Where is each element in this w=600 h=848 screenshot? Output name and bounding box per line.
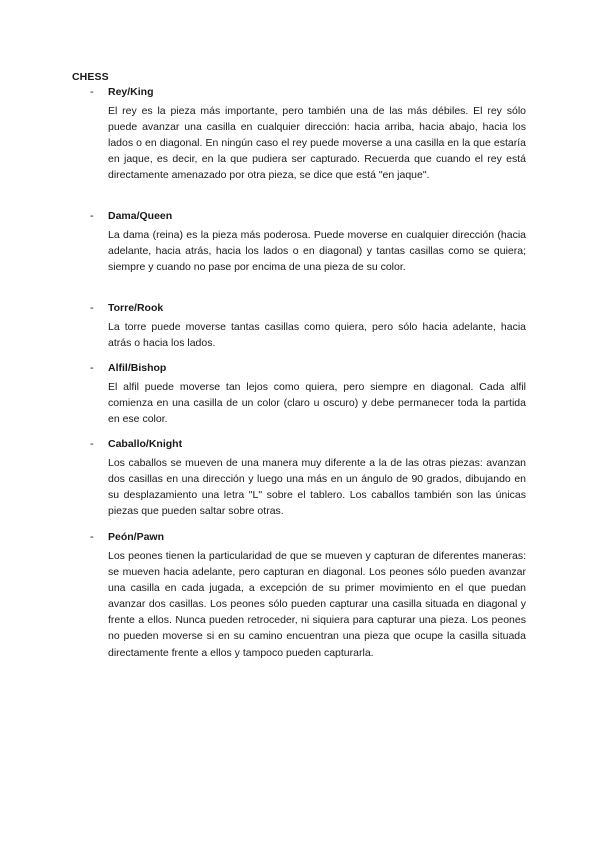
section-heading	[72, 210, 532, 225]
section-heading	[72, 438, 532, 453]
section-title-knight: Caballo/Knight	[108, 438, 183, 450]
bullet-dash: -	[90, 438, 94, 450]
section-title-bishop: Alfil/Bishop	[108, 362, 167, 374]
section-title-king: Rey/King	[108, 86, 154, 98]
bullet-dash: -	[90, 531, 94, 543]
section-bishop	[72, 362, 532, 427]
section-knight	[72, 438, 532, 519]
section-body-bishop: El alfil puede moverse tan lejos como quiera, pero siempre en diagonal. Cada alfil comienza en una casilla de un color (claro u oscuro) y debe permanecer toda la partida en ese color.	[108, 381, 526, 426]
section-rook	[72, 302, 532, 351]
section-title-queen: Dama/Queen	[108, 210, 173, 222]
bullet-dash: -	[90, 86, 94, 98]
section-body-pawn: Los peones tienen la particularidad de que se mueven y capturan de diferentes maneras: se mueven hacia adelante, pero capturan en diagonal. Los peones sólo pueden avanzar una casilla en cada jugada, a excepción de su primer movimiento en el que puedan avanzar dos casillas. Los peones sólo pueden capturar una casilla situada en diagonal y frente a ellos. Nunca pueden retroceder, ni siquiera para capturar una pieza. Los peones no pueden moverse si en su camino encuentran una pieza que ocupe la casilla situada directamente frente a ellos y tampoco pueden capturarla.	[108, 550, 526, 659]
section-body-knight: Los caballos se mueven de una manera muy diferente a la de las otras piezas: avanzan dos casillas en una dirección y luego una más en un ángulo de 90 grados, dibujando en su desplazamiento una letra "L" sobre el tablero. Los caballos también son las únicas piezas que pueden saltar sobre otras.	[108, 457, 526, 518]
section-heading	[72, 531, 532, 546]
section-body-rook: La torre puede moverse tantas casillas como quiera, pero sólo hacia adelante, hacia atrás o hacia los lados.	[108, 321, 526, 350]
section-heading	[72, 362, 532, 377]
bullet-dash: -	[90, 210, 94, 222]
bullet-dash: -	[90, 362, 94, 374]
document-title: CHESS	[72, 71, 109, 83]
section-body-queen: La dama (reina) es la pieza más poderosa. Puede moverse en cualquier dirección (hacia adelante, hacia atrás, hacia los lados o en diagonal) y tantas casillas como se quiera; siempre y cuando no pase por encima de una pieza de su color.	[108, 229, 526, 274]
section-body-king: El rey es la pieza más importante, pero también una de las más débiles. El rey sólo puede avanzar una casilla en cualquier dirección: hacia arriba, hacia abajo, hacia los lados o en diagonal. En ningún caso el rey puede moverse a una casilla en la que estaría en jaque, es decir, en la que pudiera ser capturado. Recuerda que cuando el rey está directamente amenazado por otra pieza, se dice que está "en jaque".	[108, 105, 526, 182]
bullet-dash: -	[90, 302, 94, 314]
section-heading	[72, 302, 532, 317]
section-heading	[72, 86, 532, 101]
section-queen	[72, 210, 532, 275]
section-pawn	[72, 531, 532, 661]
section-king	[72, 86, 532, 183]
section-title-rook: Torre/Rook	[108, 302, 164, 314]
section-title-pawn: Peón/Pawn	[108, 531, 165, 543]
